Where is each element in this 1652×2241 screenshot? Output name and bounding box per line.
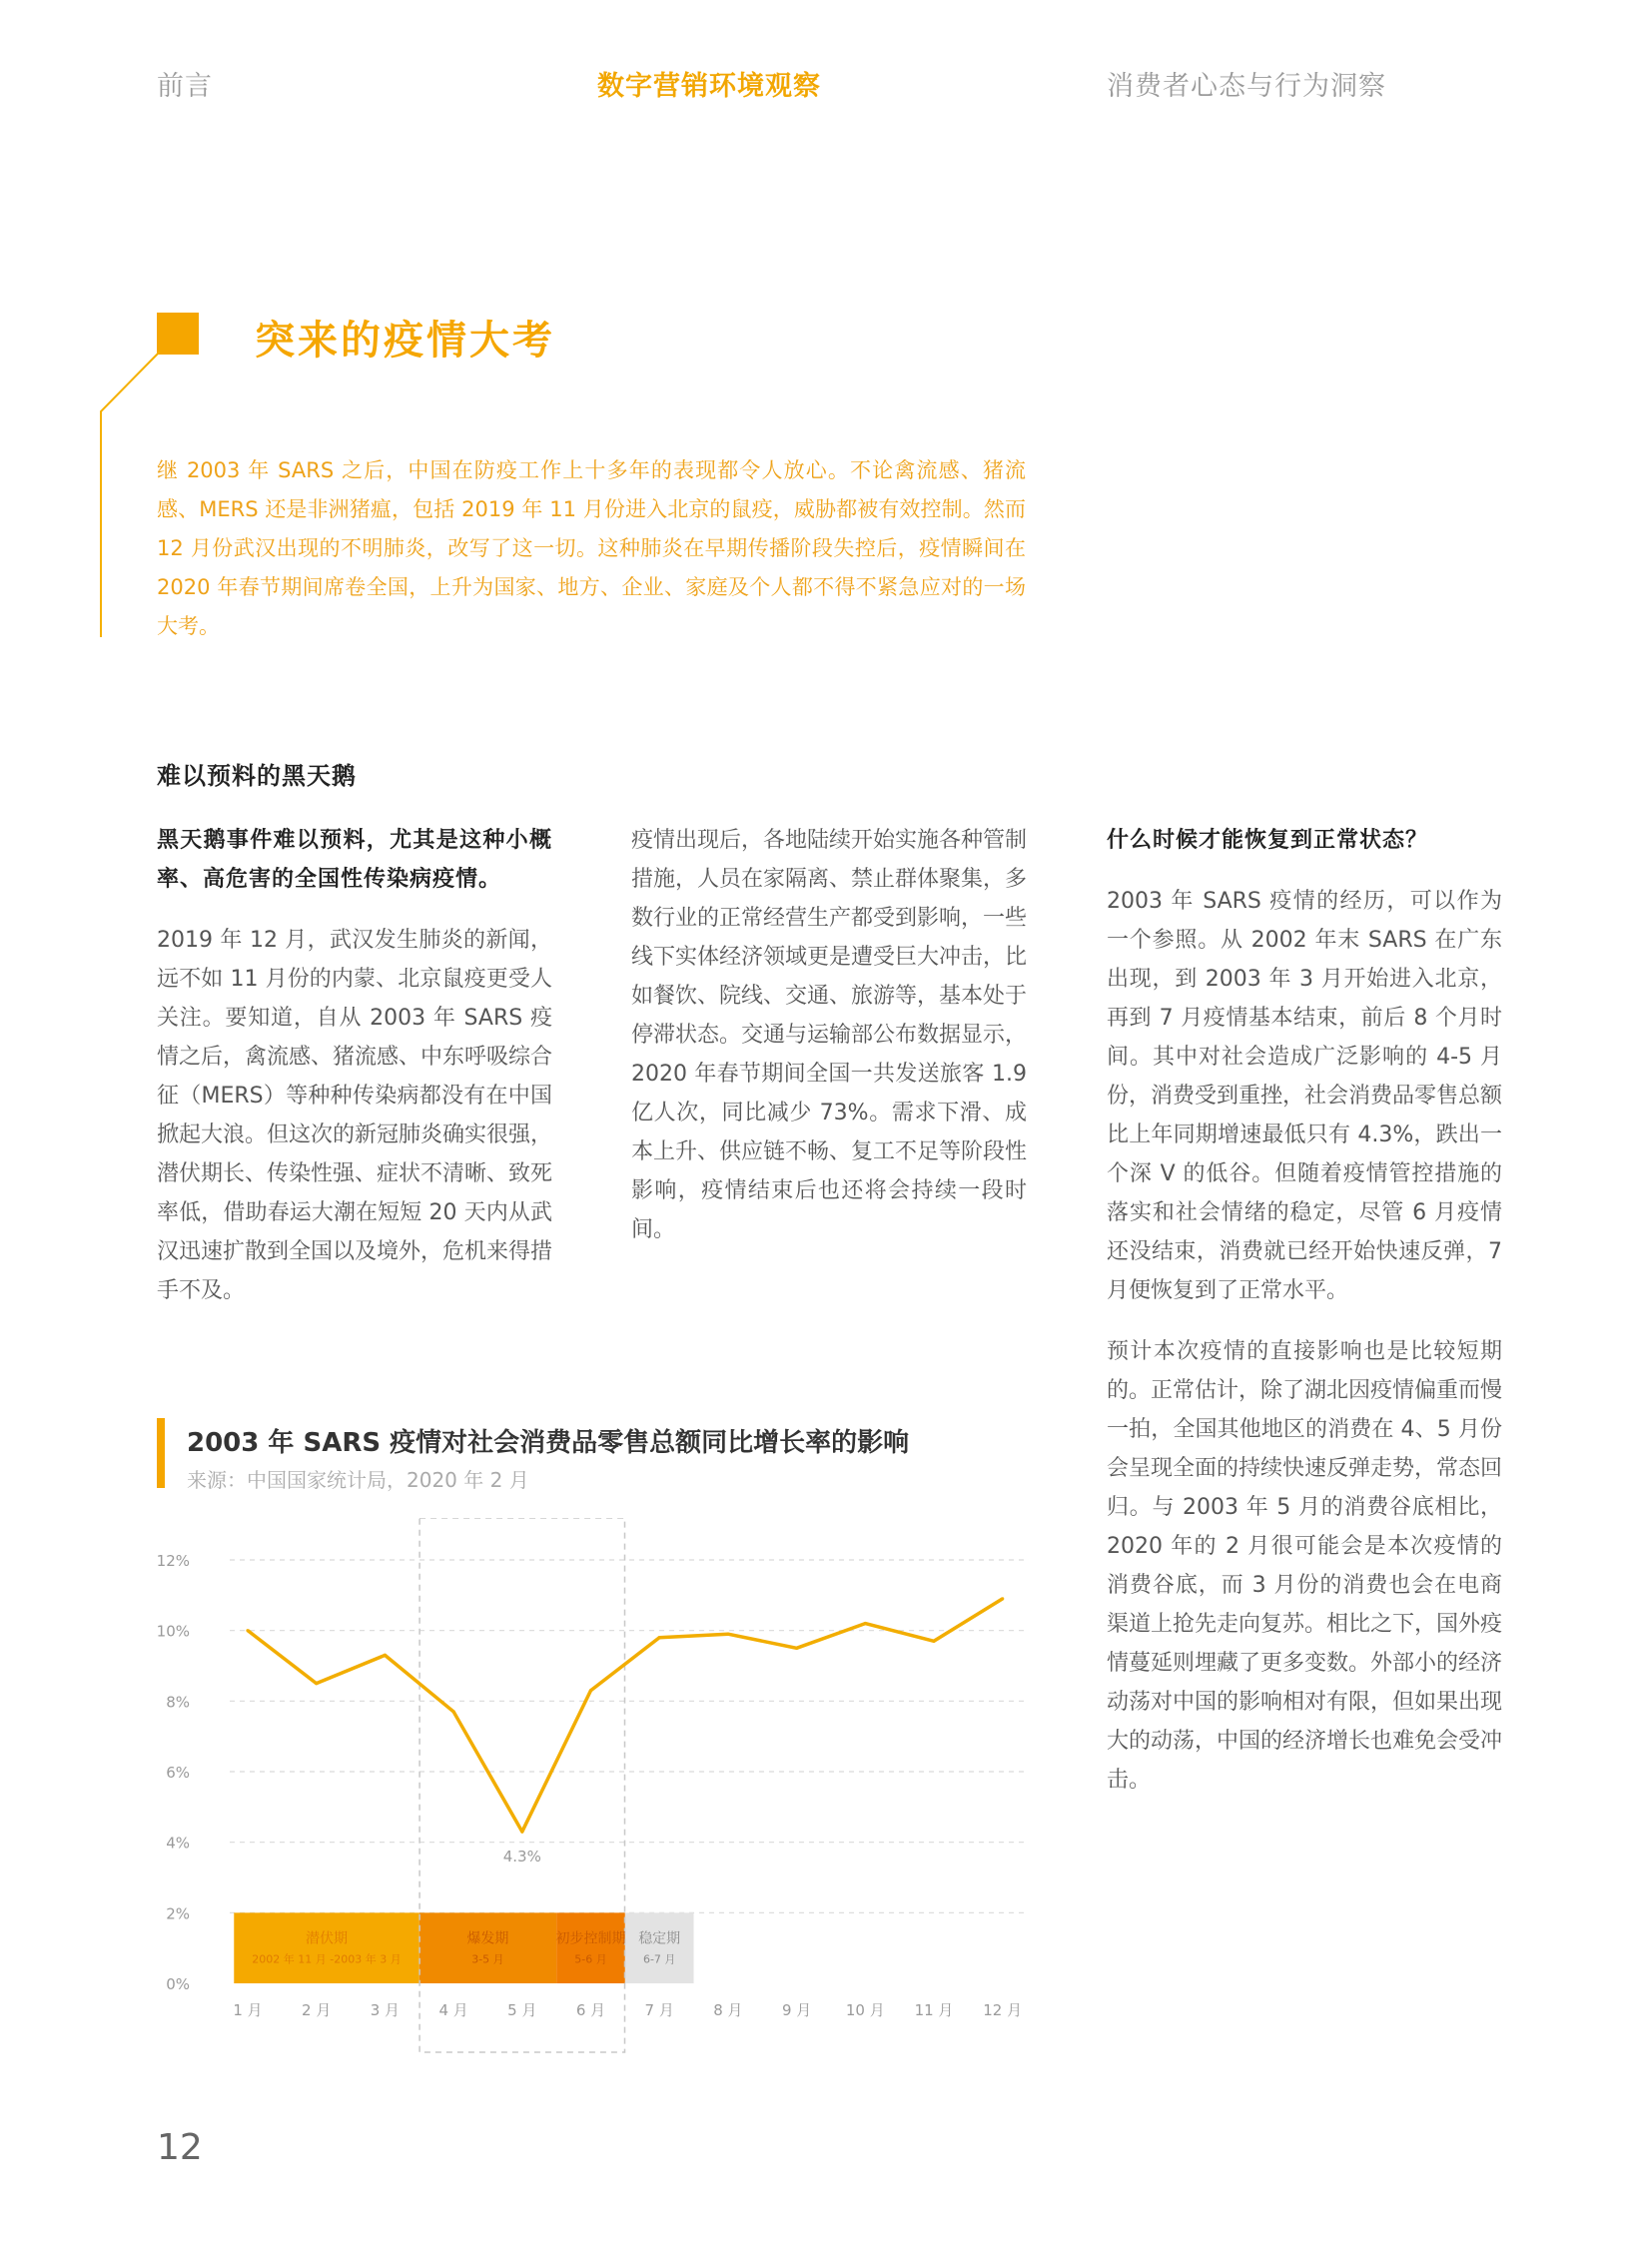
subsection-heading: 难以预料的黑天鹅 (157, 762, 357, 790)
x-tick-label: 8 月 (713, 2001, 743, 2019)
sidebar-paragraph-2: 预计本次疫情的直接影响也是比较短期的。正常估计，除了湖北因疫情偏重而慢一拍，全国其他地区的消费在 4、5 月份会呈现全面的持续快速反弹走势，常态回归。与 2003 年 5 月的消费谷底相比，2020 年的 2 月很可能会是本次疫情的消费谷底，而 3 月份的消费也会在电商渠道上抢先走向复苏。相比之下，国外疫情蔓延则埋藏了更多变数。外部小的经济动荡对中国的影响相对有限，但如果出现大的动荡，中国的经济增长也难免会受冲击。 (1107, 1339, 1503, 1793)
x-tick-label: 1 月 (233, 2001, 263, 2019)
y-tick-label: 8% (166, 1693, 190, 1712)
phase-range: 2002 年 11 月 -2003 年 3 月 (252, 1952, 402, 1966)
section-title: 突来的疫情大考 (255, 318, 555, 364)
x-tick-label: 2 月 (302, 2001, 332, 2019)
nav-item-consumer-insights[interactable]: 消费者心态与行为洞察 (1107, 71, 1386, 102)
min-value-label: 4.3% (502, 1848, 541, 1867)
x-tick-label: 3 月 (370, 2001, 401, 2019)
data-point (726, 1633, 729, 1636)
phase-band (419, 1912, 556, 1983)
column-2-body: 疫情出现后，各地陆续开始实施各种管制措施，人员在家隔离、禁止群体聚集，多数行业的正常经营生产都受到影响，一些线下实体经济领域更是遭受巨大冲击，比如餐饮、院线、交通、旅游等，基本处于停滞状态。交通与运输部公布数据显示，2020 年春节期间全国一共发送旅客 1.9 亿人次，同比减少 73%。需求下滑、成本上升、供应链不畅、复工不足等阶段性影响，疫情结束后也还将会持续一段时间。 (631, 828, 1028, 1242)
x-tick-label: 4 月 (438, 2001, 468, 2019)
data-point (864, 1622, 867, 1625)
phase-name: 稳定期 (638, 1930, 681, 1947)
chart-gridlines (230, 1560, 1029, 1912)
chart-source: 来源：中国国家统计局，2020 年 2 月 (187, 1468, 529, 1492)
phase-name: 潜伏期 (306, 1930, 349, 1947)
x-tick-label: 10 月 (845, 2001, 885, 2019)
data-point (520, 1830, 523, 1833)
y-tick-label: 0% (166, 1975, 190, 1993)
data-point (932, 1640, 935, 1643)
title-marker (157, 313, 199, 355)
chart-title: 2003 年 SARS 疫情对社会消费品零售总额同比增长率的影响 (187, 1428, 910, 1458)
phase-band (556, 1912, 625, 1983)
intro-paragraph: 继 2003 年 SARS 之后，中国在防疫工作上十多年的表现都令人放心。不论禽流感、猪流感、MERS 还是非洲猪瘟，包括 2019 年 11 月份进入北京的鼠疫，威胁都被有效控制。然而 12 月份武汉出现的不明肺炎，改写了这一切。这种肺炎在早期传播阶段失控后，疫情瞬间在 2020 年春节期间席卷全国，上升为国家、地方、企业、家庭及个人都不得不紧急应对的一场大考。 (157, 458, 1026, 638)
line-chart (0, 1518, 1059, 2057)
column-1 (157, 821, 552, 1310)
column-1-body: 2019 年 12 月，武汉发生肺炎的新闻，远不如 11 月份的内蒙、北京鼠疫更受人关注。要知道，自从 2003 年 SARS 疫情之后，禽流感、猪流感、中东呼吸综合征（MERS）等种种传染病都没有在中国掀起大浪。但这次的新冠肺炎确实很强，潜伏期长、传染性强、症状不清晰、致死率低，借助春运大潮在短短 20 天内从武汉迅速扩散到全国以及境外，危机来得措手不及。 (157, 928, 553, 1303)
sidebar-column (1107, 821, 1502, 1800)
phase-band (625, 1912, 694, 1983)
phase-range: 5-6 月 (574, 1952, 607, 1966)
data-point (658, 1636, 661, 1639)
x-tick-label: 9 月 (781, 2001, 812, 2019)
nav-item-digital-marketing[interactable]: 数字营销环境观察 (597, 71, 821, 102)
chart-title-marker (157, 1418, 165, 1488)
phase-name: 爆发期 (466, 1930, 509, 1947)
y-tick-label: 10% (156, 1622, 190, 1641)
column-2 (631, 821, 1027, 1249)
y-tick-label: 2% (166, 1904, 190, 1923)
y-tick-label: 12% (156, 1552, 190, 1570)
decorative-angle-line (95, 350, 165, 639)
data-point (589, 1689, 592, 1692)
phase-range: 6-7 月 (642, 1952, 676, 1966)
column-1-lead: 黑天鹅事件难以预料，尤其是这种小概率、高危害的全国性传染病疫情。 (157, 828, 552, 892)
phase-range: 3-5 月 (471, 1952, 504, 1966)
data-point (795, 1647, 798, 1650)
x-tick-label: 11 月 (914, 2001, 954, 2019)
data-point (384, 1654, 387, 1657)
y-tick-label: 6% (166, 1764, 190, 1782)
x-tick-label: 12 月 (983, 2001, 1023, 2019)
data-point (452, 1710, 455, 1713)
x-tick-label: 6 月 (575, 2001, 606, 2019)
data-point (1001, 1597, 1004, 1600)
sidebar-question: 什么时候才能恢复到正常状态？ (1107, 828, 1429, 853)
sidebar-paragraph-1: 2003 年 SARS 疫情的经历，可以作为一个参照。从 2002 年末 SARS 在广东出现，到 2003 年 3 月开始进入北京，再到 7 月疫情基本结束，前后 8 个月时间。其中对社会造成广泛影响的 4-5 月份，消费受到重挫，社会消费品零售总额比上年同期增速最低只有 4.3%，跌出一个深 V 的低谷。但随着疫情管控措施的落实和社会情绪的稳定，尽管 6 月疫情还没结束，消费就已经开始快速反弹，7 月便恢复到了正常水平。 (1107, 889, 1503, 1303)
data-point (246, 1629, 249, 1632)
data-point (315, 1682, 318, 1685)
phase-band (234, 1912, 418, 1983)
page-number: 12 (157, 2127, 203, 2168)
x-tick-label: 5 月 (507, 2001, 537, 2019)
phase-name: 初步控制期 (555, 1930, 626, 1947)
nav-item-foreword[interactable]: 前言 (157, 71, 213, 102)
x-tick-label: 7 月 (644, 2001, 674, 2019)
y-tick-label: 4% (166, 1834, 190, 1853)
